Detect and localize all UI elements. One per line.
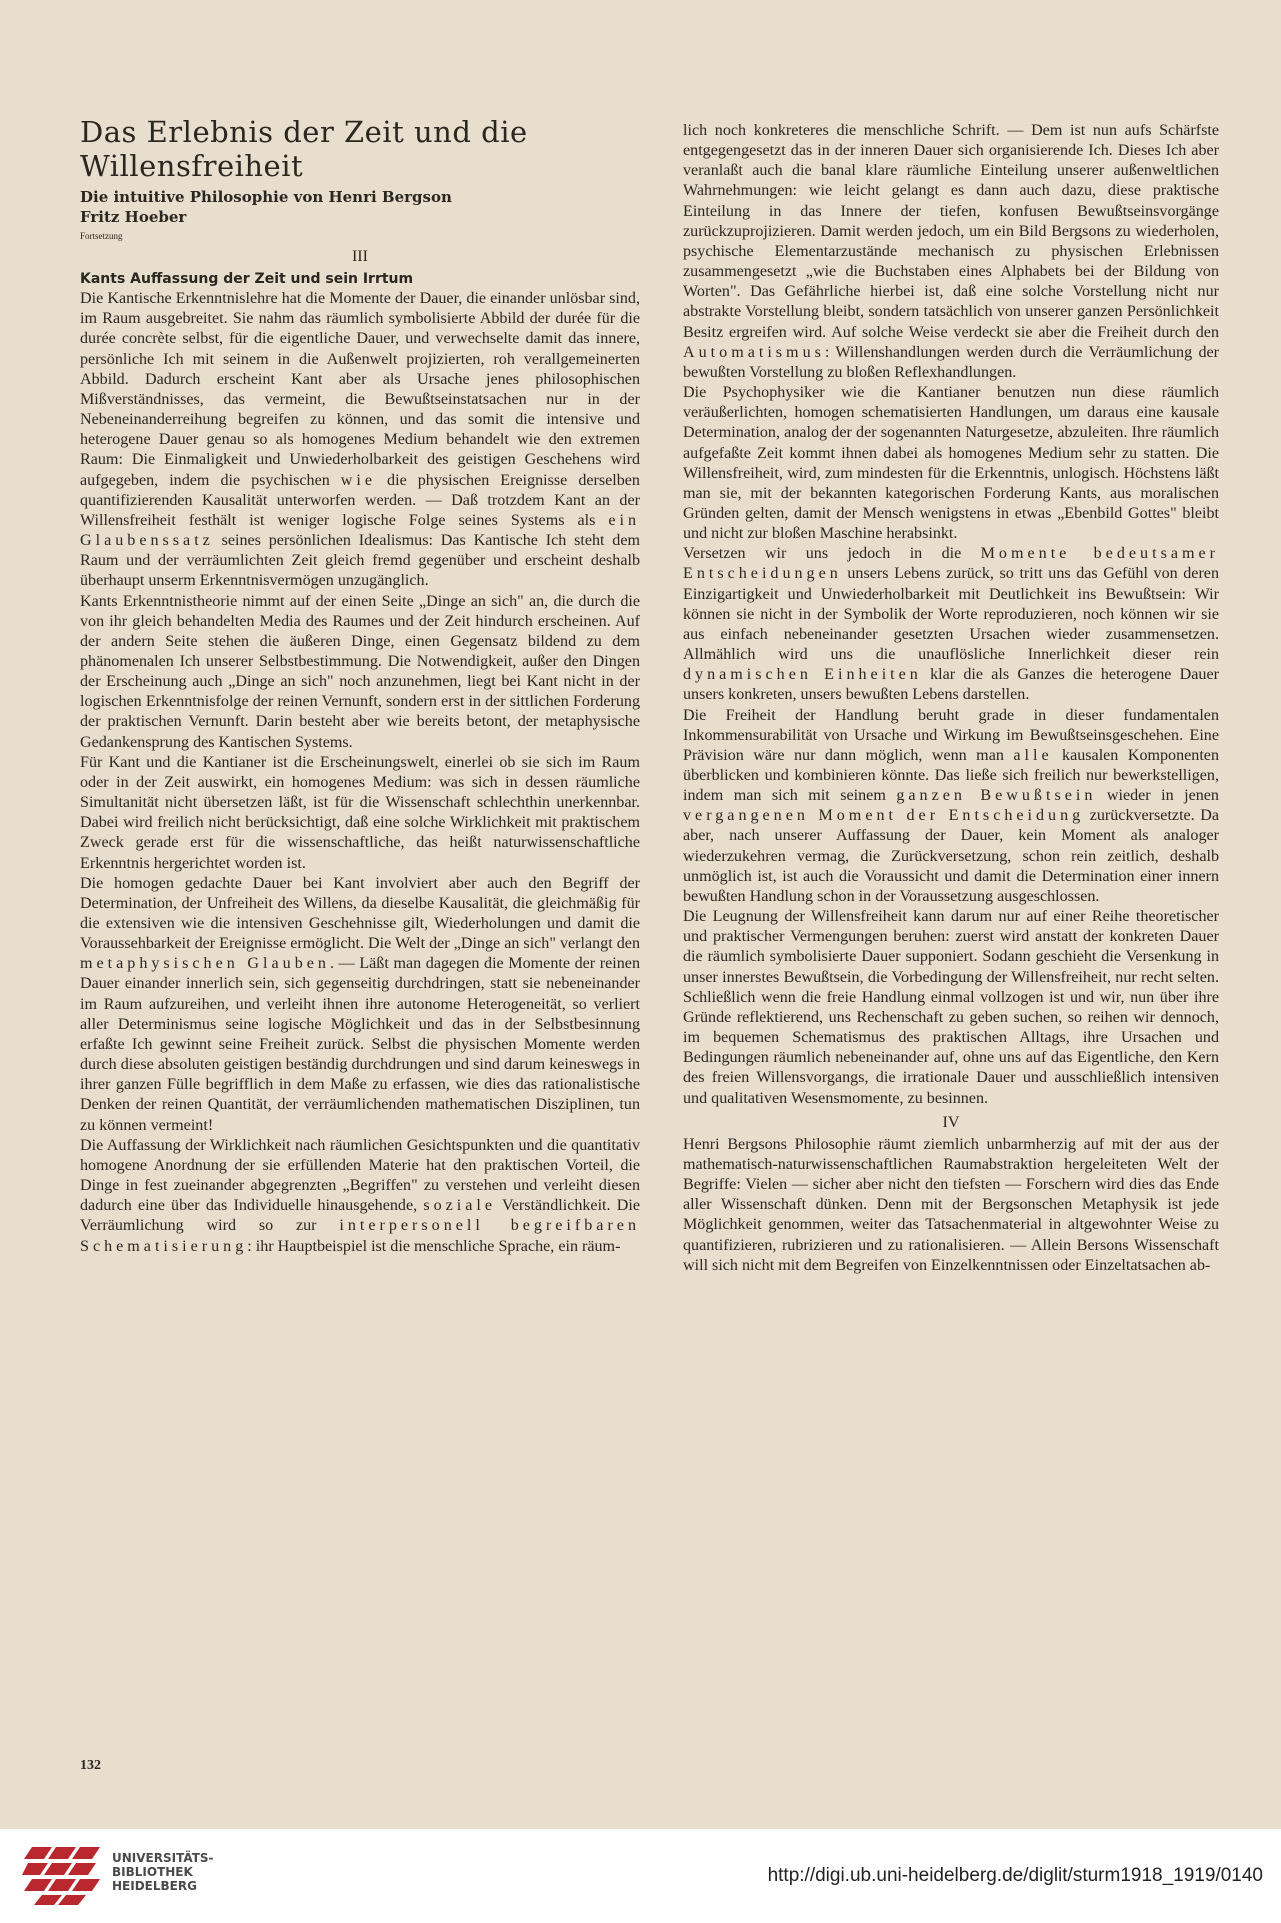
library-name-line: UNIVERSITÄTS- [112, 1851, 214, 1865]
text-run: Verständlichkeit. Die Verräumlichung wird so zur [80, 1197, 640, 1235]
library-name [112, 1851, 214, 1893]
title-line-1: Das Erlebnis der Zeit und die [80, 115, 528, 149]
title-line-2: Willensfreiheit [80, 149, 304, 183]
text-run: unsers Lebens zurück, so tritt uns das Gefühl von deren Einzigartigkeit und Unwiederholbarkeit mit Deutlichkeit ins Bewußtsein: Wir können sie nicht in der Symbolik der Worte reproduzieren, noch können wir sie aus einfach nebeneinander gesetzten Ursachen wieder zusammensetzen. Allmählich wird uns die unauflösliche Innerlichkeit dieser rein [683, 565, 1219, 664]
spaced-emphasis: ein Glaubenssatz [80, 511, 640, 550]
text-run: Die Kantische Erkenntnislehre hat die Momente der Dauer, die einander unlösbar sind, im Raum ausgebreitet. Sie nahm das räumlich symbolisierte Abbild der durée für die durée concrète selbst, für die eigentliche Dauer, und verwechselte damit das innere, persönliche Ich mit seinem in die Außenwelt projizierten, roh verallgemeinerten Abbild. Dadurch erscheint Kant aber als Ursache jenes philosophischen Mißverständnisses, das vermeint, die Bewußtseinstatsachen nur in der Nebeneinanderreihung begreifen zu können, und das somit die intensive und heterogene Dauer genau so als homogenes Medium behandelt wie den extremen Raum: Die Einmaligkeit und Unwiederholbarkeit des geistigen Geschehens wird aufgegeben, indem die psychischen [80, 290, 640, 489]
spaced-emphasis: Momente bedeutsamer Entscheidungen [683, 545, 1219, 583]
paragraph: Die Psychophysiker wie die Kantianer benutzen nun diese räumlich veräußerlichten, homogen schematisierten Handlungen, um daraus eine kausale Determination, analog der der sogenannten Naturgesetze, abzuleiten. Ihre räumlich aufgefaßte Zeit kommt ihnen dabei als homogenes Medium sehr zu statten. Die Willensfreiheit, wird, zum mindesten für die Erkenntnis, unlogisch. Höchstens läßt man sie, mit der bekannten kategorischen Forderung Kants, aus moralischen Gründen gelten, damit der Mensch wenigstens in etwas „Ebenbild Gottes" bleibt und nicht zur bloßen Maschine herabsinkt. [683, 384, 1219, 543]
library-name-line: HEIDELBERG [112, 1879, 197, 1893]
paragraph [683, 544, 1219, 705]
section-title-3: Kants Auffassung der Zeit und sein Irrtum [80, 271, 414, 288]
university-library-logo-icon [22, 1843, 104, 1907]
spaced-emphasis: metaphysischen Glauben [80, 955, 330, 973]
paragraph [683, 706, 1219, 908]
text-run: Die Freiheit der Handlung beruht grade in dieser fundamentalen Inkommensurabilität von Ursache und Wirkung im Bewußtseinsgeschehen. Eine Prävision wäre nur dann möglich, wenn man [683, 706, 1219, 764]
paragraph [683, 121, 1219, 383]
article-subtitle: Die intuitive Philosophie von Henri Bergson [80, 188, 452, 206]
spaced-emphasis: vergangenen Moment der Entscheidung [683, 807, 1085, 825]
text-run: kausalen Komponenten überblicken und kombinieren könnte. Das ließe sich freilich nur bewerkstelligen, indem man sich mit seinem [683, 746, 1219, 805]
text-run: klar die als Ganzes die heterogene Dauer unsers konkreten, unsers bewußten Lebens darstellen. [683, 666, 1219, 704]
text-run: wieder in jenen [1096, 787, 1219, 805]
article-author: Fritz Hoeber [80, 208, 187, 226]
section-number-3: III [351, 248, 369, 265]
spaced-emphasis: ganzen Bewußtsein [896, 787, 1097, 805]
page-number: 132 [80, 1758, 101, 1773]
spaced-emphasis: Automatismus [683, 343, 825, 361]
spaced-emphasis: dynamischen Einheiten [683, 666, 922, 684]
text-run: : Willenshandlungen werden durch die Verräumlichung der bewußten Vorstellung zu bloßen Reflexhandlungen. [683, 343, 1219, 381]
spaced-emphasis: interpersonell begreifbaren Schematisierung [80, 1217, 640, 1255]
library-footer [0, 1829, 1281, 1923]
paragraph [80, 289, 640, 591]
continuation-note: Fortsetzung [80, 231, 123, 241]
text-run: : ihr Hauptbeispiel ist die menschliche Sprache, ein räum- [247, 1237, 621, 1255]
text-run: . — Läßt man dagegen die Momente der reinen Dauer einander innerlich sein, sich gegenseitig durchdringen, statt sie nebeneinander im Raum aufzureihen, und verleiht ihnen ihre autonome Heterogeneität, so verliert aller Determinismus seine logische Möglichkeit und das in der Selbstbesinnung erfaßte Ich gewinnt seine Freiheit zurück. Selbst die physischen Momente werden durch diese absoluten geistigen beständig durchdrungen und sind darum keineswegs in ihrer ganzen Fülle begrifflich in dem Maße zu erfassen, wie dies das rationalistische Denken der reinen Quantität, der verräumlichenden mathematischen Disziplinen, tun zu können vermeint! [80, 955, 640, 1134]
paragraph: Für Kant und die Kantianer ist die Erscheinungswelt, einerlei ob sie sich im Raum oder in der Zeit auswirkt, ein homogenes Medium: was sich in dessen räumliche Simultanität nicht übersetzen läßt, ist für die Wissenschaft schlechthin unerkennbar. Dabei wird freilich nicht berücksichtigt, daß eine solche Wirklichkeit mit praktischem Zweck gerade erst für die wissenschaftliche, das heißt naturwissenschaftliche Erkenntnis hergerichtet worden ist. [80, 753, 640, 872]
section-number-4: IV [942, 1113, 960, 1131]
text-run: Die Auffassung der Wirklichkeit nach räumlichen Gesichtspunkten und die quantitativ homogene Anordnung der sie erfüllenden Materie hat den praktischen Vorteil, die Dinge in fest zueinander abgegrenzten „Begriffen" zu verstehen und verleiht diesen dadurch eine über das Individuelle hinausgehende, [80, 1136, 640, 1215]
article-title [80, 115, 640, 183]
spaced-emphasis: wie [340, 471, 377, 489]
paragraph: Henri Bergsons Philosophie räumt ziemlich unbarmherzig auf mit der aus der mathematisch-naturwissenschaftlichen Raumabstraktion hergeleiteten Welt der Begriffe: Vielen — sicher aber nicht den tiefsten — Forschern wird dies das Ende aller Wissenschaft dünken. Denn mit der Bergsonschen Metaphysik ist jede Möglichkeit genommen, weiter das Tatsachenmaterial in altgewohnter Weise zu quantifizieren, rubrizieren und zu rationalisieren. — Allein Bersons Wissenschaft will sich nicht mit dem Begreifen von Einzelkenntnissen oder Einzeltatsachen ab- [683, 1135, 1219, 1274]
paragraph: Die Leugnung der Willensfreiheit kann darum nur auf einer Reihe theoretischer und praktischer Vermengungen beruhen: zuerst wird anstatt der konkreten Dauer die räumlich symbolisierte Dauer supponiert. Sodann geschieht die Versenkung in unser innerstes Bewußtsein, die Vorbedingung der Willensfreiheit, nur recht selten. Schließlich wenn die freie Handlung einmal vollzogen ist und wir, nun über ihre Gründe reflektierend, uns Rechenschaft zu geben suchen, so reihen wir dennoch, im bequemen Schematismus des praktischen Alltags, ihre Ursachen und Bedingungen räumlich nebeneinander auf, ohne uns auf das Eigentliche, den Kern des freien Willensvorgangs, die irrationale Dauer und ausschließlich intensiven und qualitativen Wesensmomente, zu besinnen. [683, 908, 1219, 1107]
left-column [80, 115, 640, 1257]
text-run: lich noch konkreteres die menschliche Schrift. — Dem ist nun aufs Schärfste entgegengesetzt das in der inneren Dauer sich organisierende Ich. Dieses Ich aber veranlaßt auch die banal klare räumliche Einteilung unserer außenweltlichen Wahrnehmungen: wie leicht gelangt es dann auch dazu, diese praktische Einteilung in das Innere der tiefen, konfusen Bewußtseinsvorgänge zurückzuprojizieren. Damit werden jedoch, um ein Bild Bergsons zu wiederholen, psychische Elementarzustände mechanisch zu physischen Erlebnissen zusammengesetzt „wie die Buchstaben eines Alphabets bei der Bildung von Worten". Das Gefährliche hierbei ist, daß eine solche Vorstellung nicht nur abstrakte Vorstellung bleibt, sondern tatsächlich von unserer ganzen Persönlichkeit Besitz ergreifen wird. Auf solche Weise verdeckt sie aber die Freiheit durch den [683, 122, 1219, 341]
text-run: zurückversetzte. Da aber, nach unserer Auffassung der Dauer, kein Moment als analoger wiederzukehren vermag, die Zurückversetzung, schon rein zeitlich, deshalb unmöglich ist, ist auch die Voraussicht und damit die Determination einer innern bewußten Handlung schon in der Voraussetzung ausgeschlossen. [683, 807, 1219, 905]
text-run: die physischen Ereignisse derselben quantifizierenden Kausalität unterworfen werden. — Daß trotzdem Kant an der Willensfreiheit festhält ist weniger logische Folge seines Systems als [80, 471, 640, 529]
paragraph [80, 874, 640, 1136]
paragraph: Kants Erkenntnistheorie nimmt auf der einen Seite „Dinge an sich" an, die durch die von ihr gleich behandelten Media des Raumes und der Zeit hindurch erscheinen. Auf der andern Seite stehen die äußeren Dinge, einen Gegensatz bildend zu dem phänomenalen Ich unserer Selbstbestimmung. Die Notwendigkeit, außer den Dingen der Erscheinung auch „Dinge an sich" noch anzunehmen, liegt bei Kant nicht in der logischen Erkenntnisfolge der reinen Vernunft, sondern erst in der sittlichen Forderung der praktischen Vernunft. Darin besteht aber wie bereits betont, der metaphysische Gedankensprung des Kantischen Systems. [80, 592, 640, 751]
text-run: Die homogen gedachte Dauer bei Kant involviert aber auch den Begriff der Determination, der Unfreiheit des Willens, da dieselbe Kausalität, die gleichmäßig für die extensiven wie die intensiven Geschehnisse gilt, Wiederholungen und damit die Voraussehbarkeit der Ereignisse ermöglicht. Die Welt der „Dinge an sich" verlangt den [80, 874, 640, 953]
spaced-emphasis: alle [1013, 746, 1053, 764]
paragraph [80, 1136, 640, 1257]
spaced-emphasis: soziale [423, 1197, 497, 1215]
right-column [683, 121, 1219, 1276]
library-name-line: BIBLIOTHEK [112, 1865, 193, 1879]
text-run: seines persönlichen Idealismus: Das Kantische Ich steht dem Raum und der verräumlichten Zeit gleich fremd gegenüber und erscheint deshalb überhaupt unserm Erkenntnisvermögen unzugänglich. [80, 532, 640, 590]
source-url-link[interactable]: http://digi.ub.uni-heidelberg.de/diglit/sturm1918_1919/0140 [767, 1865, 1263, 1886]
text-run: Versetzen wir uns jedoch in die [683, 545, 981, 563]
